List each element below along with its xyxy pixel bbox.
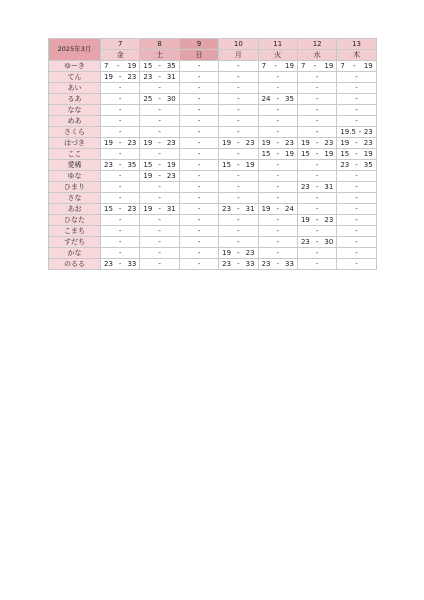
staff-name: あお (49, 204, 101, 215)
staff-name: すだち (49, 237, 101, 248)
shift-start: 19 (261, 138, 271, 147)
empty-shift-cell: - (297, 105, 336, 116)
weekday-header: 金 (101, 50, 140, 61)
empty-shift-cell: - (140, 182, 179, 193)
shift-end: 24 (285, 204, 294, 213)
table-row (49, 127, 377, 138)
weekday-header: 木 (337, 50, 376, 61)
empty-shift-cell: - (219, 193, 258, 204)
empty-shift-cell: - (258, 171, 297, 182)
shift-time-cell (258, 149, 297, 160)
shift-end: 30 (324, 237, 334, 246)
shift-end: 35 (285, 94, 294, 103)
shift-end: 23 (245, 248, 255, 257)
shift-start: 19 (222, 248, 232, 257)
empty-shift-cell: - (101, 215, 140, 226)
range-separator: - (353, 61, 356, 70)
shift-time-cell (140, 94, 179, 105)
empty-shift-cell: - (337, 94, 376, 105)
empty-shift-cell: - (140, 83, 179, 94)
date-header: 9 (179, 39, 218, 50)
shift-start: 23 (222, 204, 232, 213)
range-separator: - (116, 61, 120, 70)
empty-shift-cell: - (219, 94, 258, 105)
range-separator: - (276, 149, 280, 158)
empty-shift-cell: - (297, 171, 336, 182)
staff-name: ひまり (49, 182, 101, 193)
range-separator: - (237, 160, 240, 169)
shift-table-body (49, 61, 377, 270)
empty-shift-cell: - (140, 215, 179, 226)
shift-time-cell (101, 138, 140, 149)
empty-shift-cell: - (101, 83, 140, 94)
empty-shift-cell: - (101, 237, 140, 248)
shift-time-cell (337, 138, 376, 149)
table-row (49, 138, 377, 149)
shift-end: 23 (245, 138, 255, 147)
shift-start: 19 (222, 138, 232, 147)
range-separator: - (118, 204, 122, 213)
empty-shift-cell: - (337, 226, 376, 237)
table-row (49, 237, 377, 248)
empty-shift-cell: - (258, 182, 297, 193)
empty-shift-cell: - (101, 105, 140, 116)
empty-shift-cell: - (179, 138, 218, 149)
empty-shift-cell: - (140, 105, 179, 116)
empty-shift-cell: - (258, 105, 297, 116)
shift-time-cell (337, 127, 376, 138)
date-header: 8 (140, 39, 179, 50)
shift-start: 19 (143, 138, 153, 147)
date-header: 11 (258, 39, 297, 50)
staff-name: めあ (49, 116, 101, 127)
date-header: 13 (337, 39, 376, 50)
empty-shift-cell: - (219, 215, 258, 226)
empty-shift-cell: - (219, 72, 258, 83)
table-row (49, 105, 377, 116)
month-label: 2025年3月 (49, 39, 101, 61)
shift-end: 19 (363, 149, 373, 158)
empty-shift-cell: - (101, 248, 140, 259)
range-separator: - (118, 259, 122, 268)
shift-end: 23 (166, 171, 176, 180)
shift-time-cell (219, 248, 258, 259)
empty-shift-cell: - (179, 215, 218, 226)
range-separator: - (118, 160, 122, 169)
shift-time-cell (219, 160, 258, 171)
shift-start: 23 (104, 160, 113, 169)
empty-shift-cell: - (179, 237, 218, 248)
empty-shift-cell: - (140, 193, 179, 204)
range-separator: - (158, 204, 161, 213)
empty-shift-cell: - (179, 127, 218, 138)
shift-start: 15 (261, 149, 271, 158)
shift-time-cell (297, 182, 336, 193)
shift-time-cell (219, 204, 258, 215)
empty-shift-cell: - (101, 171, 140, 182)
empty-shift-cell: - (179, 226, 218, 237)
shift-start: 19 (143, 204, 153, 213)
range-separator: - (355, 149, 358, 158)
table-row (49, 215, 377, 226)
empty-shift-cell: - (297, 259, 336, 270)
empty-shift-cell: - (258, 72, 297, 83)
empty-shift-cell: - (258, 193, 297, 204)
empty-shift-cell: - (337, 248, 376, 259)
shift-start: 19 (104, 138, 113, 147)
empty-shift-cell: - (179, 204, 218, 215)
empty-shift-cell: - (179, 105, 218, 116)
shift-end: 19 (127, 61, 137, 70)
range-separator: - (315, 138, 319, 147)
shift-time-cell (101, 259, 140, 270)
empty-shift-cell: - (219, 182, 258, 193)
table-row (49, 259, 377, 270)
empty-shift-cell: - (337, 182, 376, 193)
shift-end: 23 (324, 215, 334, 224)
shift-start: 19 (261, 204, 271, 213)
staff-name: なな (49, 105, 101, 116)
table-row (49, 83, 377, 94)
shift-start: 23 (143, 72, 153, 81)
shift-time-cell (297, 149, 336, 160)
shift-start: 23 (222, 259, 232, 268)
table-row (49, 248, 377, 259)
shift-end: 31 (245, 204, 255, 213)
shift-start: 15 (143, 61, 153, 70)
empty-shift-cell: - (140, 248, 179, 259)
empty-shift-cell: - (337, 204, 376, 215)
empty-shift-cell: - (179, 61, 218, 72)
shift-start: 23 (300, 237, 310, 246)
range-separator: - (237, 259, 240, 268)
empty-shift-cell: - (219, 105, 258, 116)
range-separator: - (158, 138, 161, 147)
shift-end: 23 (127, 204, 137, 213)
shift-time-cell (140, 171, 179, 182)
empty-shift-cell: - (219, 83, 258, 94)
staff-name: さな (49, 193, 101, 204)
staff-name: のるる (49, 259, 101, 270)
range-separator: - (237, 204, 240, 213)
shift-start: 15 (340, 149, 350, 158)
shift-end: 23 (363, 127, 373, 136)
shift-time-cell (258, 259, 297, 270)
empty-shift-cell: - (258, 116, 297, 127)
shift-end: 19 (285, 61, 294, 70)
range-separator: - (276, 138, 280, 147)
shift-start: 15 (104, 204, 113, 213)
shift-end: 31 (324, 182, 334, 191)
range-separator: - (276, 94, 280, 103)
table-row (49, 193, 377, 204)
shift-start: 19 (104, 72, 113, 81)
shift-time-cell (337, 61, 376, 72)
shift-end: 19 (324, 61, 334, 70)
empty-shift-cell: - (219, 61, 258, 72)
empty-shift-cell: - (179, 83, 218, 94)
shift-end: 31 (166, 204, 176, 213)
empty-shift-cell: - (258, 83, 297, 94)
shift-start: 19 (300, 215, 310, 224)
empty-shift-cell: - (140, 226, 179, 237)
shift-end: 23 (127, 72, 137, 81)
shift-end: 19 (285, 149, 294, 158)
date-row (49, 39, 377, 50)
shift-start: 7 (300, 61, 306, 70)
range-separator: - (315, 237, 319, 246)
range-separator: - (237, 248, 240, 257)
shift-time-cell (297, 61, 336, 72)
empty-shift-cell: - (101, 94, 140, 105)
empty-shift-cell: - (140, 116, 179, 127)
empty-shift-cell: - (297, 248, 336, 259)
date-header: 12 (297, 39, 336, 50)
empty-shift-cell: - (179, 171, 218, 182)
shift-time-cell (101, 61, 140, 72)
empty-shift-cell: - (297, 160, 336, 171)
weekday-header: 月 (219, 50, 258, 61)
shift-start: 23 (104, 259, 113, 268)
staff-name: さくら (49, 127, 101, 138)
table-row (49, 226, 377, 237)
empty-shift-cell: - (179, 72, 218, 83)
empty-shift-cell: - (297, 72, 336, 83)
shift-start: 7 (261, 61, 267, 70)
empty-shift-cell: - (179, 160, 218, 171)
empty-shift-cell: - (297, 204, 336, 215)
shift-time-cell (297, 138, 336, 149)
shift-start: 19 (300, 138, 310, 147)
empty-shift-cell: - (179, 182, 218, 193)
shift-end: 23 (285, 138, 294, 147)
empty-shift-cell: - (219, 127, 258, 138)
empty-shift-cell: - (101, 226, 140, 237)
empty-shift-cell: - (297, 116, 336, 127)
shift-time-cell (140, 138, 179, 149)
empty-shift-cell: - (179, 248, 218, 259)
empty-shift-cell: - (337, 193, 376, 204)
shift-end: 35 (363, 160, 373, 169)
staff-name: 愛稀 (49, 160, 101, 171)
shift-time-cell (258, 204, 297, 215)
shift-end: 31 (166, 72, 176, 81)
shift-end: 23 (324, 138, 334, 147)
staff-name: かな (49, 248, 101, 259)
empty-shift-cell: - (337, 171, 376, 182)
staff-name: るあ (49, 94, 101, 105)
shift-time-cell (337, 160, 376, 171)
shift-table (48, 38, 377, 270)
shift-start: 15 (300, 149, 310, 158)
range-separator: - (276, 259, 280, 268)
range-separator: - (313, 61, 317, 70)
table-row (49, 149, 377, 160)
empty-shift-cell: - (101, 182, 140, 193)
empty-shift-cell: - (258, 226, 297, 237)
empty-shift-cell: - (101, 127, 140, 138)
shift-start: 19 (143, 171, 153, 180)
shift-start: 19.5 (340, 127, 356, 136)
empty-shift-cell: - (337, 215, 376, 226)
shift-end: 35 (166, 61, 176, 70)
empty-shift-cell: - (337, 105, 376, 116)
staff-name: ゆーき (49, 61, 101, 72)
shift-time-cell (337, 149, 376, 160)
shift-end: 19 (324, 149, 334, 158)
shift-end: 35 (127, 160, 137, 169)
empty-shift-cell: - (337, 237, 376, 248)
shift-time-cell (219, 259, 258, 270)
shift-time-cell (101, 160, 140, 171)
weekday-header: 水 (297, 50, 336, 61)
table-row (49, 160, 377, 171)
empty-shift-cell: - (297, 94, 336, 105)
empty-shift-cell: - (179, 94, 218, 105)
weekday-header: 土 (140, 50, 179, 61)
shift-end: 33 (127, 259, 137, 268)
empty-shift-cell: - (101, 193, 140, 204)
shift-start: 24 (261, 94, 271, 103)
empty-shift-cell: - (179, 259, 218, 270)
table-row (49, 94, 377, 105)
empty-shift-cell: - (140, 259, 179, 270)
range-separator: - (358, 127, 362, 136)
table-row (49, 72, 377, 83)
empty-shift-cell: - (297, 83, 336, 94)
empty-shift-cell: - (258, 160, 297, 171)
empty-shift-cell: - (337, 259, 376, 270)
shift-time-cell (297, 237, 336, 248)
range-separator: - (158, 94, 161, 103)
empty-shift-cell: - (258, 127, 297, 138)
shift-time-cell (140, 204, 179, 215)
empty-shift-cell: - (179, 149, 218, 160)
empty-shift-cell: - (101, 149, 140, 160)
empty-shift-cell: - (258, 248, 297, 259)
empty-shift-cell: - (258, 237, 297, 248)
shift-schedule-sheet (48, 38, 376, 270)
table-row (49, 182, 377, 193)
empty-shift-cell: - (219, 237, 258, 248)
shift-time-cell (297, 215, 336, 226)
empty-shift-cell: - (179, 193, 218, 204)
empty-shift-cell: - (179, 116, 218, 127)
empty-shift-cell: - (140, 237, 179, 248)
date-header: 10 (219, 39, 258, 50)
shift-start: 7 (340, 61, 345, 70)
shift-time-cell (140, 61, 179, 72)
range-separator: - (315, 215, 319, 224)
empty-shift-cell: - (337, 83, 376, 94)
shift-end: 19 (166, 160, 176, 169)
empty-shift-cell: - (337, 72, 376, 83)
shift-time-cell (258, 138, 297, 149)
weekday-header: 日 (179, 50, 218, 61)
empty-shift-cell: - (219, 171, 258, 182)
shift-end: 19 (363, 61, 373, 70)
shift-time-cell (101, 72, 140, 83)
empty-shift-cell: - (219, 149, 258, 160)
empty-shift-cell: - (297, 193, 336, 204)
range-separator: - (158, 61, 161, 70)
weekday-header: 火 (258, 50, 297, 61)
empty-shift-cell: - (219, 226, 258, 237)
range-separator: - (274, 61, 277, 70)
shift-end: 30 (166, 94, 176, 103)
staff-name: ひなた (49, 215, 101, 226)
shift-end: 19 (245, 160, 255, 169)
shift-start: 19 (340, 138, 350, 147)
table-row (49, 61, 377, 72)
empty-shift-cell: - (258, 215, 297, 226)
empty-shift-cell: - (101, 116, 140, 127)
range-separator: - (158, 171, 161, 180)
table-row (49, 204, 377, 215)
shift-end: 23 (166, 138, 176, 147)
table-row (49, 116, 377, 127)
staff-name: はづき (49, 138, 101, 149)
shift-end: 33 (285, 259, 294, 268)
range-separator: - (276, 204, 280, 213)
range-separator: - (355, 138, 358, 147)
shift-end: 33 (245, 259, 255, 268)
range-separator: - (118, 138, 122, 147)
shift-time-cell (258, 94, 297, 105)
shift-time-cell (258, 61, 297, 72)
range-separator: - (237, 138, 240, 147)
shift-start: 23 (261, 259, 271, 268)
staff-name: ここ (49, 149, 101, 160)
shift-start: 15 (143, 160, 153, 169)
date-header: 7 (101, 39, 140, 50)
shift-end: 23 (127, 138, 137, 147)
table-row (49, 171, 377, 182)
staff-name: こまち (49, 226, 101, 237)
range-separator: - (315, 182, 319, 191)
empty-shift-cell: - (219, 116, 258, 127)
shift-time-cell (140, 160, 179, 171)
range-separator: - (158, 72, 161, 81)
shift-time-cell (219, 138, 258, 149)
range-separator: - (355, 160, 358, 169)
range-separator: - (118, 72, 122, 81)
shift-time-cell (140, 72, 179, 83)
empty-shift-cell: - (297, 127, 336, 138)
shift-start: 15 (222, 160, 232, 169)
staff-name: てん (49, 72, 101, 83)
staff-name: あい (49, 83, 101, 94)
range-separator: - (158, 160, 161, 169)
empty-shift-cell: - (140, 149, 179, 160)
empty-shift-cell: - (337, 116, 376, 127)
shift-start: 7 (104, 61, 109, 70)
staff-name: ゆな (49, 171, 101, 182)
empty-shift-cell: - (140, 127, 179, 138)
range-separator: - (315, 149, 319, 158)
shift-start: 25 (143, 94, 153, 103)
shift-time-cell (101, 204, 140, 215)
shift-end: 23 (363, 138, 373, 147)
shift-start: 23 (340, 160, 350, 169)
shift-start: 23 (300, 182, 310, 191)
empty-shift-cell: - (297, 226, 336, 237)
